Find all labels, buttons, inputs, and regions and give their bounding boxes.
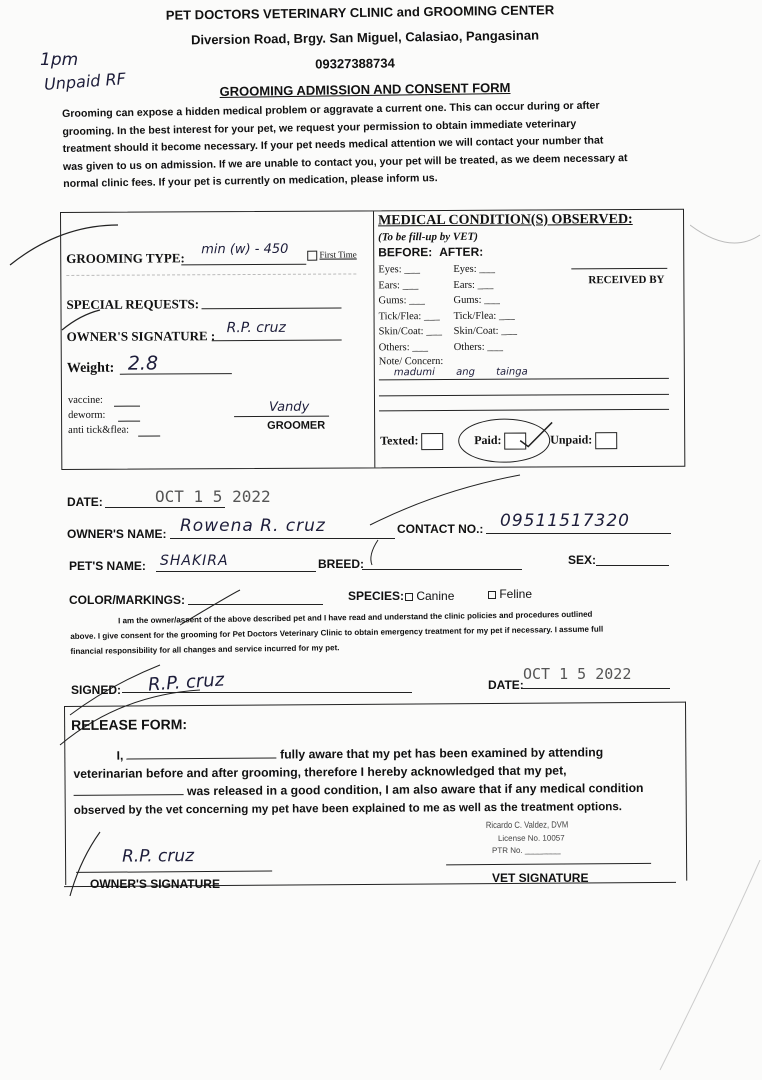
pet-name-label: PET'S NAME: <box>69 559 146 573</box>
antitick-label: anti tick&flea: <box>68 424 130 436</box>
owner-signature-caption: OWNER'S SIGNATURE <box>90 877 220 891</box>
vet-ptr-label: PTR No. <box>491 845 523 856</box>
after-item: Skin/Coat: ___ <box>453 325 517 337</box>
before-item: Ears: ___ <box>378 279 419 291</box>
owner-name-line <box>170 538 395 539</box>
margin-note-time: 1pm <box>40 50 79 70</box>
page-fold <box>600 860 762 1080</box>
deworm-label: deworm: <box>68 409 106 421</box>
unpaid-label: Unpaid: <box>550 432 593 447</box>
form-title: GROOMING ADMISSION AND CONSENT FORM <box>219 79 511 100</box>
consent-line-3: financial responsibility for all changes and service incurred for my pet. <box>70 643 340 656</box>
pen-strokes <box>0 195 762 755</box>
vet-name-stamp: Ricardo C. Valdez, DVM <box>485 819 569 831</box>
intro-line-3: treatment should it become necessary. If your pet needs medical attention we will contact your number that <box>62 134 604 155</box>
signed-value[interactable]: R.P. cruz <box>147 669 225 696</box>
color-field[interactable] <box>188 604 323 605</box>
grooming-type-value[interactable]: min (w) - 450 <box>201 241 289 258</box>
feline-box[interactable] <box>488 591 496 599</box>
contact-value[interactable]: 09511517320 <box>500 511 630 531</box>
weight-label: Weight: <box>66 360 115 376</box>
canine-label: Canine <box>416 589 455 603</box>
intro-line-4: was given to us on admission. If we are unable to contact you, your pet will be treated, as we deem necessary at <box>62 151 628 173</box>
breed-label: BREED: <box>318 557 365 571</box>
before-label: BEFORE: <box>378 245 433 260</box>
sex-label: SEX: <box>568 553 597 567</box>
margin-note-unpaid: Unpaid RF <box>43 69 127 94</box>
feline-label: Feline <box>499 587 533 601</box>
feline-option[interactable] <box>488 587 532 601</box>
contact-label: CONTACT NO.: <box>397 522 484 536</box>
release-pet-field[interactable] <box>74 782 184 796</box>
species-label: SPECIES: <box>348 589 405 603</box>
texted-label: Texted: <box>380 433 419 448</box>
owner-name-label: OWNER'S NAME: <box>67 527 167 541</box>
intro-line-1: Grooming can expose a hidden medical problem or aggravate a current one. This can occur during or after <box>62 99 600 120</box>
first-time-label: First Time <box>319 249 357 260</box>
date-label: DATE: <box>67 495 103 509</box>
weight-value[interactable]: 2.8 <box>127 352 159 375</box>
release-owner-signature[interactable]: R.P. cruz <box>121 846 195 867</box>
consent-date-stamp: OCT 1 5 2022 <box>523 665 632 683</box>
received-by-label: RECEIVED BY <box>588 273 665 287</box>
after-label: AFTER: <box>439 244 484 260</box>
clinic-address: Diversion Road, Brgy. San Miguel, Calasiao, Pangasinan <box>190 27 540 48</box>
before-item: Skin/Coat: ___ <box>378 326 442 338</box>
before-item: Gums: ___ <box>378 295 425 307</box>
owner-signature-label: OWNER'S SIGNATURE : <box>66 328 216 344</box>
after-item: Ears: ___ <box>453 279 494 291</box>
consent-paragraph <box>70 605 681 659</box>
consent-line-1: I am the owner/assent of the above described pet and I have read and understand the clinic policies and procedures outlined <box>118 609 593 626</box>
release-line-4: observed by the vet concerning my pet have been explained to me as well as the treatment options. <box>73 799 623 817</box>
intro-line-2: grooming. In the best interest for your pet, we request your permission to obtain immediate veterinary <box>62 117 577 138</box>
note-label: Note/ Concern: <box>378 355 444 368</box>
release-t3: was released in a good condition, I am also aware that if any medical condition <box>186 780 644 799</box>
intro-paragraph <box>62 96 673 193</box>
contact-line <box>486 533 671 534</box>
owner-name-value[interactable]: Rowena R. cruz <box>180 516 326 536</box>
release-text <box>73 743 677 819</box>
page-edge-mark <box>690 215 762 475</box>
release-line-2: veterinarian before and after grooming, therefore I hereby acknowledged that my pet, <box>73 762 567 781</box>
medical-subtitle: (To be fill-up by VET) <box>378 230 478 244</box>
medical-title: MEDICAL CONDITION(S) OBSERVED: <box>378 212 633 229</box>
release-i-label: I, <box>116 748 124 763</box>
color-label: COLOR/MARKINGS: <box>69 593 185 607</box>
clinic-name: PET DOCTORS VETERINARY CLINIC and GROOMING CENTER <box>165 2 555 23</box>
before-item: Tick/Flea: ___ <box>378 310 440 322</box>
date-stamp: OCT 1 5 2022 <box>155 487 271 506</box>
pet-name-value[interactable]: SHAKIRA <box>160 553 229 569</box>
sex-field[interactable] <box>596 565 669 566</box>
after-item: Gums: ___ <box>453 294 500 306</box>
vet-license: License No. 10057 <box>497 833 565 843</box>
after-item: Eyes: ___ <box>453 263 496 275</box>
before-item: Eyes: ___ <box>378 264 421 276</box>
canine-box[interactable] <box>405 593 413 601</box>
after-item: Tick/Flea: ___ <box>453 310 515 322</box>
release-title: RELEASE FORM: <box>71 716 188 733</box>
owner-signature-stroke <box>60 830 180 900</box>
groomer-name: Vandy <box>268 399 310 415</box>
release-t1: fully aware that my pet has been examined by attending <box>280 745 604 762</box>
signed-label: SIGNED: <box>71 683 122 697</box>
note-value[interactable]: madumi ang tainga <box>393 366 528 379</box>
vet-signature-caption: VET SIGNATURE <box>492 871 589 885</box>
owner-signature-value[interactable]: R.P. cruz <box>226 319 286 337</box>
before-item: Others: ___ <box>378 341 429 353</box>
breed-field[interactable] <box>362 569 522 570</box>
special-requests-label: SPECIAL REQUESTS: <box>66 296 200 312</box>
vaccine-label: vaccine: <box>67 394 103 406</box>
groomer-label: GROOMER <box>267 419 326 432</box>
release-owner-field[interactable] <box>127 746 277 760</box>
intro-line-5: normal clinic fees. If your pet is currently on medication, please inform us. <box>63 172 438 190</box>
grooming-type-label: GROOMING TYPE: <box>66 250 185 266</box>
canine-option[interactable] <box>405 589 454 603</box>
consent-date-line <box>522 688 670 689</box>
after-item: Others: ___ <box>453 341 504 353</box>
consent-line-2: above. I give consent for the grooming for Pet Doctors Veterinary Clinic to obtain emergency treatment for my pet if necessary. I assume full <box>70 624 604 641</box>
consent-date-label: DATE: <box>488 678 524 692</box>
pet-name-line <box>156 571 316 572</box>
vet-ptr: PTR No. ________ <box>491 845 561 856</box>
paid-label: Paid: <box>474 432 502 448</box>
date-line <box>105 507 225 508</box>
clinic-phone: 09327388734 <box>315 55 395 72</box>
